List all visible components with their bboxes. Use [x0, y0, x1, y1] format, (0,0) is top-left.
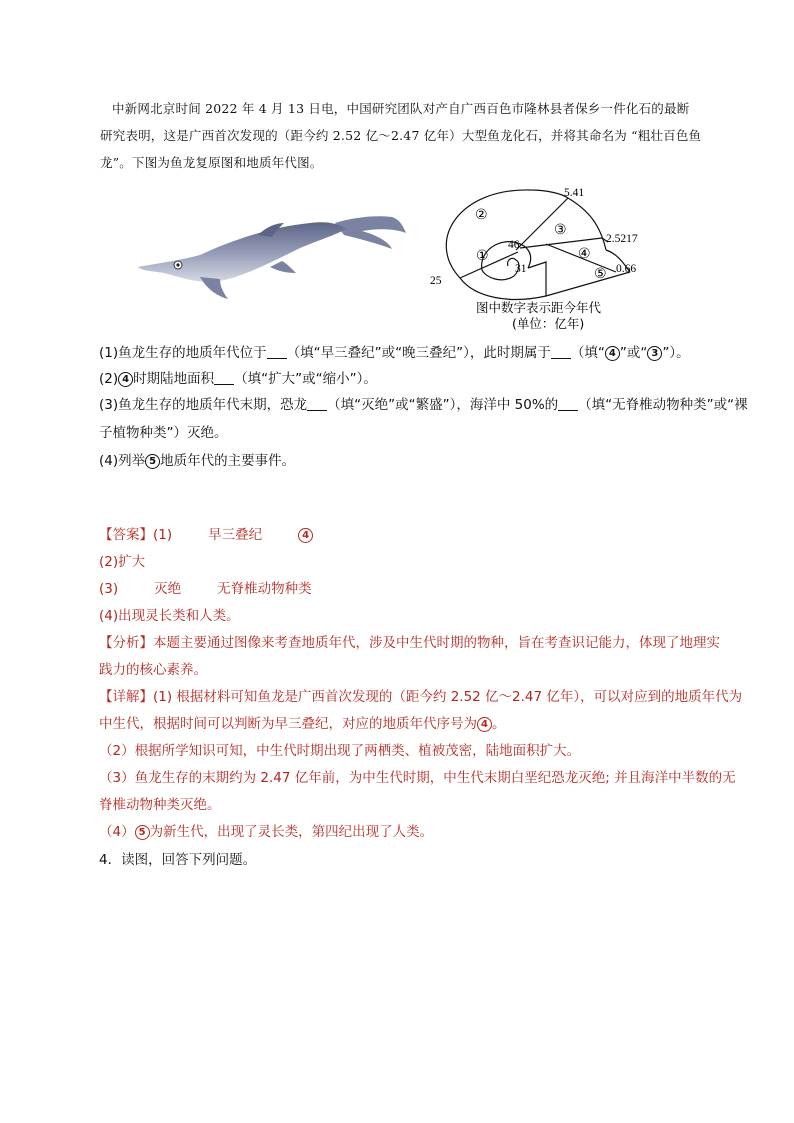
detail-line-6: （4） 5 为新生代，出现了灵长类，第四纪出现了人类。 [99, 824, 434, 840]
label-2.5217: 2.5217 [606, 233, 638, 245]
era-circle-5: ⑤ [594, 266, 607, 282]
blank [307, 396, 327, 411]
blank [267, 344, 287, 359]
label-0.66: 0.66 [616, 263, 637, 275]
label-25: 25 [430, 275, 442, 287]
detail-line-5: 脊椎动物种类灭绝。 [99, 797, 221, 813]
detail-line-1: 【详解】(1) 根据材料可知鱼龙是广西首次发现的（距今约 2.52 亿～2.47 亿年），可以对应到的地质年代为 [99, 689, 743, 705]
ichthyosaur-illustration [130, 205, 410, 305]
divider-25 [460, 252, 518, 278]
era-circle-3: ③ [554, 222, 567, 238]
question-3: (3)鱼龙生存的地质年代末期，恐龙 （填“灭绝”或“繁盛”），海洋中 50%的 （填“无脊椎动物种类”或“裸 [99, 397, 748, 413]
detail-line-4: （3）鱼龙生存的末期约为 2.47 亿年前，为中生代时期，中生代末期白垩纪恐龙灭绝; 并且海洋中半数的无 [99, 770, 736, 786]
era-circle-2: ② [475, 207, 488, 223]
label-46: 46 [508, 239, 520, 251]
figure-caption-2: (单位：亿年) [512, 316, 585, 331]
analysis-line-1: 【分析】本题主要通过图像来考查地质年代，涉及中生代时期的物种，旨在考查识记能力，体现了地理实 [99, 635, 720, 651]
intro-line-3: 龙”。下图为鱼龙复原图和地质年代图。 [100, 155, 323, 170]
circled-number: 4 [298, 528, 313, 543]
circled-number: 5 [145, 454, 160, 469]
blank [558, 396, 578, 411]
circled-number: 4 [118, 372, 133, 387]
intro-line-1: 中新网北京时间 2022 年 4 月 13 日电，中国研究团队对产自广西百色市隆林县者保乡一件化石的最断 [112, 101, 690, 116]
circled-number: 4 [605, 346, 620, 361]
question-1: (1)鱼龙生存的地质年代位于 （填“早三叠纪”或“晚三叠纪”），此时期属于 （填“ 4 ”或“ 3 ”）。 [99, 345, 690, 361]
answer-line-4: (4)出现灵长类和人类。 [99, 608, 240, 624]
detail-tag: 【详解】 [99, 689, 153, 705]
next-question: 4．读图，回答下列问题。 [99, 852, 257, 868]
answer-line-2: (2)扩大 [99, 554, 146, 570]
circled-number: 5 [135, 825, 150, 840]
intro-line-2: 研究表明，这是广西首次发现的（距今约 2.52 亿～2.47 亿年）大型鱼龙化石，并将其命名为 “粗壮百色鱼 [100, 128, 702, 143]
era-circle-1: ① [476, 248, 489, 264]
analysis-tag: 【分析】 [99, 635, 153, 651]
circled-number: 3 [647, 346, 662, 361]
answer-line-1: 【答案】(1) 早三叠纪 4 [99, 522, 313, 549]
era-circle-4: ④ [578, 246, 591, 262]
blank [214, 370, 234, 385]
blank [551, 344, 571, 359]
question-2: (2) 4 时期陆地面积 （填“扩大”或“缩小”）。 [99, 371, 377, 387]
question-4: (4)列举 5 地质年代的主要事件。 [99, 453, 296, 469]
geologic-time-spiral [420, 180, 660, 340]
circled-number: 4 [477, 717, 492, 732]
answer-line-3: (3) 灭绝 无脊椎动物种类 [99, 581, 312, 597]
figure-caption-1: 图中数字表示距今年代 [476, 300, 602, 315]
detail-line-3: （2）根据所学知识可知，中生代时期出现了两栖类、植被茂密，陆地面积扩大。 [99, 743, 581, 759]
question-3-cont: 子植物种类”）灭绝。 [99, 425, 228, 441]
label-31: 31 [515, 263, 527, 275]
analysis-line-2: 践力的核心素养。 [99, 662, 207, 678]
detail-line-2: 中生代，根据时间可以判断为早三叠纪，对应的地质年代序号为 4 。 [99, 716, 506, 732]
answer-tag: 【答案】 [99, 527, 153, 543]
intro-paragraph [100, 95, 724, 176]
label-5.41: 5.41 [564, 187, 585, 199]
